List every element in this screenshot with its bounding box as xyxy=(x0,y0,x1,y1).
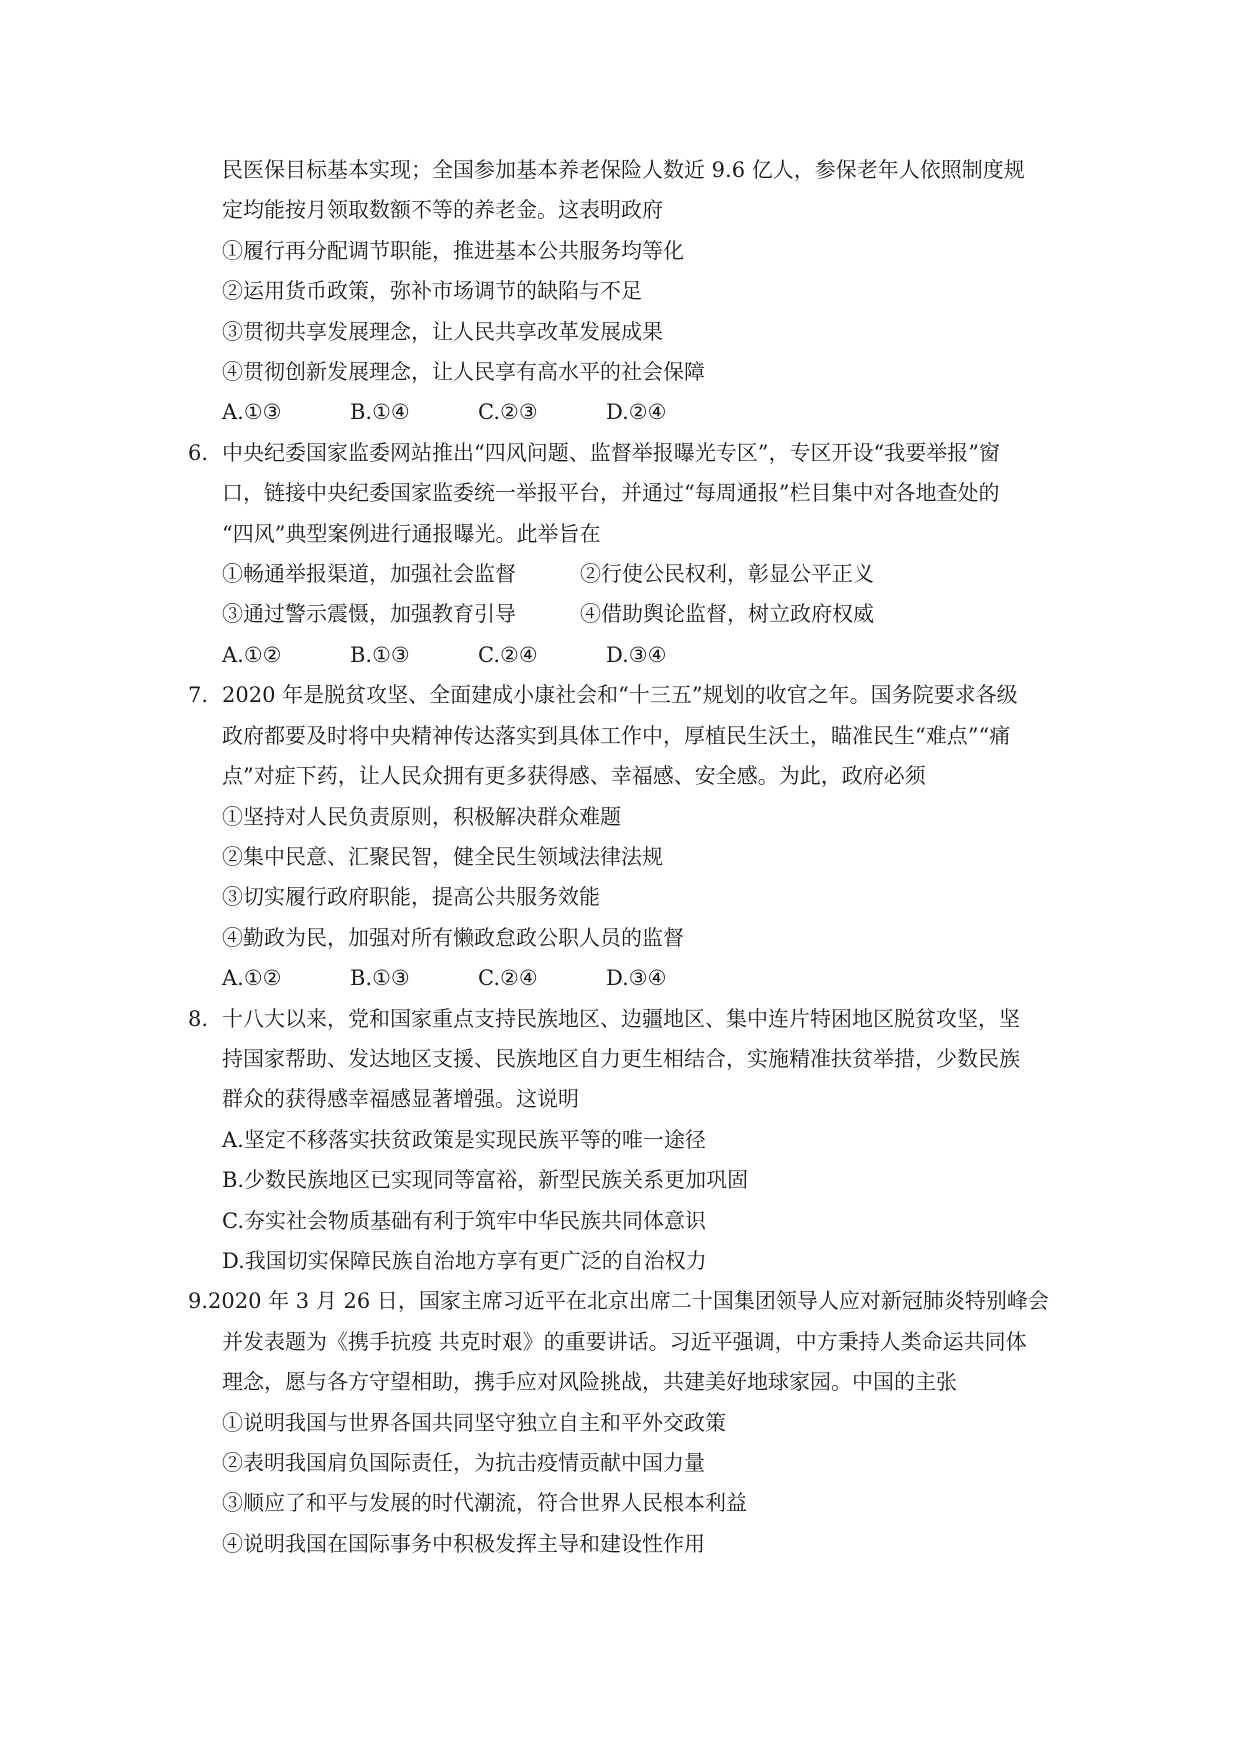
statement-item: ①履行再分配调节职能，推进基本公共服务均等化 xyxy=(222,239,684,263)
question-text-line: 口，链接中央纪委国家监委统一举报平台，并通过“每周通报”栏目集中对各地查处的 xyxy=(222,481,1000,505)
statement-item: ④贯彻创新发展理念，让人民享有高水平的社会保障 xyxy=(222,360,705,384)
statement-item: ③顺应了和平与发展的时代潮流，符合世界人民根本利益 xyxy=(222,1491,747,1515)
option-c[interactable]: C.夯实社会物质基础有利于筑牢中华民族共同体意识 xyxy=(222,1209,706,1233)
question-text-line: 2020 年 3 月 26 日，国家主席习近平在北京出席二十国集团领导人应对新冠肺炎特别峰会 xyxy=(208,1289,1049,1313)
statement-item: ③切实履行政府职能，提高公共服务效能 xyxy=(222,885,600,909)
option-a[interactable]: A.坚定不移落实扶贫政策是实现民族平等的唯一途径 xyxy=(222,1128,706,1152)
option-c[interactable]: C.②③ xyxy=(478,400,538,424)
option-d[interactable]: D.②④ xyxy=(606,400,667,424)
question-text-line: 政府都要及时将中央精神传达落实到具体工作中，厚植民生沃土，瞄准民生“难点”“痛 xyxy=(222,724,1011,748)
question-number: 8. xyxy=(188,1007,209,1031)
question-text-line: “四风”典型案例进行通报曝光。此举旨在 xyxy=(222,522,601,546)
question-text-line: 持国家帮助、发达地区支援、民族地区自力更生相结合，实施精准扶贫举措，少数民族 xyxy=(222,1047,1020,1071)
statement-item: ①说明我国与世界各国共同坚守独立自主和平外交政策 xyxy=(222,1411,726,1435)
statement-item: ②运用货币政策，弥补市场调节的缺陷与不足 xyxy=(222,279,642,303)
option-a[interactable]: A.①③ xyxy=(222,400,282,424)
question-number: 6. xyxy=(188,441,209,465)
question-text-line: 点”对症下药，让人民众拥有更多获得感、幸福感、安全感。为此，政府必须 xyxy=(222,764,926,788)
option-d[interactable]: D.③④ xyxy=(606,643,667,667)
option-a[interactable]: A.①② xyxy=(222,643,282,667)
question-text-line: 理念，愿与各方守望相助，携手应对风险挑战，共建美好地球家园。中国的主张 xyxy=(222,1370,957,1394)
option-c[interactable]: C.②④ xyxy=(478,966,538,990)
statement-item: ③通过警示震慑，加强教育引导 xyxy=(222,602,516,626)
question-number: 7. xyxy=(188,683,209,707)
option-c[interactable]: C.②④ xyxy=(478,643,538,667)
option-d[interactable]: D.我国切实保障民族自治地方享有更广泛的自治权力 xyxy=(222,1249,707,1273)
option-d[interactable]: D.③④ xyxy=(606,966,667,990)
question-text-line: 民医保目标基本实现；全国参加基本养老保险人数近 9.6 亿人，参保老年人依照制度规 xyxy=(222,158,1025,182)
option-b[interactable]: B.①③ xyxy=(350,643,410,667)
question-number: 9. xyxy=(188,1289,209,1313)
statement-item: ②行使公民权利，彰显公平正义 xyxy=(580,562,874,586)
question-text-line: 中央纪委国家监委网站推出“四风问题、监督举报曝光专区”，专区开设“我要举报”窗 xyxy=(222,441,1000,465)
statement-item: ③贯彻共享发展理念，让人民共享改革发展成果 xyxy=(222,320,663,344)
question-text-line: 十八大以来，党和国家重点支持民族地区、边疆地区、集中连片特困地区脱贫攻坚，坚 xyxy=(222,1007,1020,1031)
statement-item: ④借助舆论监督，树立政府权威 xyxy=(580,602,874,626)
statement-item: ②表明我国肩负国际责任，为抗击疫情贡献中国力量 xyxy=(222,1451,705,1475)
question-text-line: 群众的获得感幸福感显著增强。这说明 xyxy=(222,1087,579,1111)
option-b[interactable]: B.①③ xyxy=(350,966,410,990)
question-text-line: 2020 年是脱贫攻坚、全面建成小康社会和“十三五”规划的收官之年。国务院要求各级 xyxy=(222,683,1018,707)
option-b[interactable]: B.①④ xyxy=(350,400,410,424)
question-text-line: 并发表题为《携手抗疫 共克时艰》的重要讲话。习近平强调，中方秉持人类命运共同体 xyxy=(222,1330,1027,1354)
statement-item: ①坚持对人民负责原则，积极解决群众难题 xyxy=(222,805,621,829)
option-b[interactable]: B.少数民族地区已实现同等富裕，新型民族关系更加巩固 xyxy=(222,1168,749,1192)
statement-item: ①畅通举报渠道，加强社会监督 xyxy=(222,562,516,586)
statement-item: ④勤政为民，加强对所有懒政怠政公职人员的监督 xyxy=(222,926,684,950)
option-a[interactable]: A.①② xyxy=(222,966,282,990)
statement-item: ②集中民意、汇聚民智，健全民生领域法律法规 xyxy=(222,845,663,869)
question-text-line: 定均能按月领取数额不等的养老金。这表明政府 xyxy=(222,198,663,222)
statement-item: ④说明我国在国际事务中积极发挥主导和建设性作用 xyxy=(222,1532,705,1556)
